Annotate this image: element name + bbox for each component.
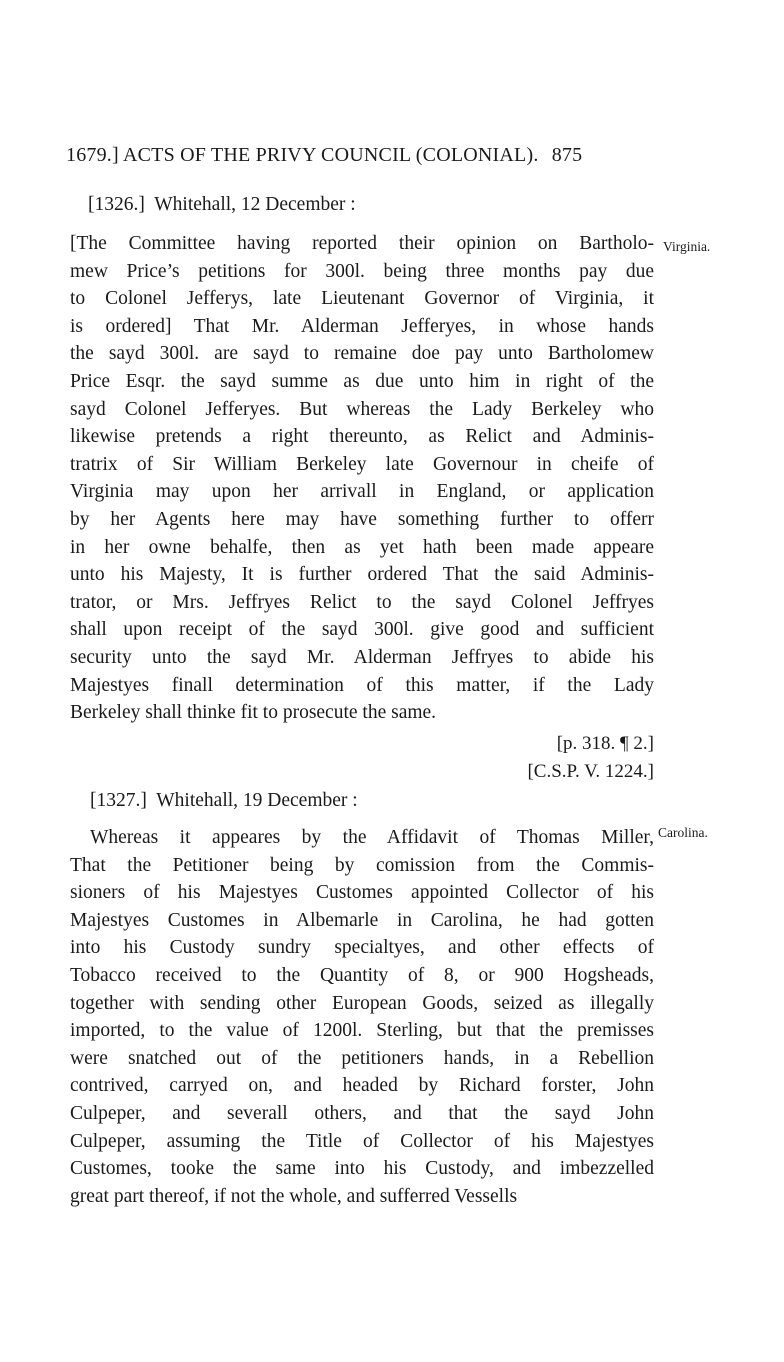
text-line: mew Price’s petitions for 300l. being three months pay due xyxy=(70,260,654,282)
text-line: Tobacco received to the Quantity of 8, or 900 Hogsheads, xyxy=(70,964,654,986)
text-line: sayd Colonel Jefferyes. But whereas the Lady Berkeley who xyxy=(70,398,654,420)
text-line: likewise pretends a right thereunto, as Relict and Adminis- xyxy=(70,426,654,448)
text-line: imported, to the value of 1200l. Sterling, but that the premisses xyxy=(70,1020,654,1042)
text-line: Price Esqr. the sayd summe as due unto him in right of the xyxy=(70,370,654,392)
text-line: tratrix of Sir William Berkeley late Governour in cheife of xyxy=(70,453,654,475)
text-line: Virginia may upon her arrivall in England, or application xyxy=(70,481,654,503)
header-year: 1679.] xyxy=(66,144,119,166)
text-line: were snatched out of the petitioners hands, in a Rebellion xyxy=(70,1047,654,1069)
text-line: great part thereof, if not the whole, and sufferred Vessells xyxy=(70,1185,518,1207)
page-number: 875 xyxy=(551,144,583,166)
text-line: shall upon receipt of the sayd 300l. give good and sufficient xyxy=(70,619,654,641)
text-line: the sayd 300l. are sayd to remaine doe pay unto Bartholomew xyxy=(70,343,654,365)
entry-heading xyxy=(88,194,356,216)
entry-paragraph xyxy=(70,230,654,727)
entry-place-date: Whitehall, 19 December : xyxy=(156,790,358,811)
entry-paragraph xyxy=(70,824,654,1210)
entry-place-date: Whitehall, 12 December : xyxy=(154,194,356,215)
text-line: Culpeper, assuming the Title of Collector of his Majestyes xyxy=(70,1130,654,1152)
text-line: security unto the sayd Mr. Alderman Jeffryes to abide his xyxy=(70,646,654,668)
text-line: contrived, carryed on, and headed by Richard forster, John xyxy=(70,1075,654,1097)
text-line: Whereas it appeares by the Affidavit of Thomas Miller, xyxy=(90,827,654,848)
text-line: is ordered] That Mr. Alderman Jefferyes, in whose hands xyxy=(70,315,654,337)
text-line: That the Petitioner being by comission from the Commis- xyxy=(70,854,654,876)
margin-note-virginia: Virginia. xyxy=(663,239,711,254)
running-header xyxy=(66,144,666,167)
citation-page: [p. 318. ¶ 2.] xyxy=(556,733,654,754)
text-line: sioners of his Majestyes Customes appointed Collector of his xyxy=(70,882,654,904)
margin-note-carolina: Carolina. xyxy=(658,825,708,840)
text-line: Customes, tooke the same into his Custody, and imbezzelled xyxy=(70,1158,654,1180)
text-line: trator, or Mrs. Jeffryes Relict to the sayd Colonel Jeffryes xyxy=(70,591,654,613)
text-line: by her Agents here may have something further to offerr xyxy=(70,508,654,530)
text-line: in her owne behalfe, then as yet hath been made appeare xyxy=(70,536,654,558)
text-line: to Colonel Jefferys, late Lieutenant Governor of Virginia, it xyxy=(70,288,654,310)
text-line: [The Committee having reported their opinion on Bartholo- xyxy=(70,233,654,254)
entry-number: [1327.] xyxy=(90,790,147,811)
text-line: Culpeper, and severall others, and that the sayd John xyxy=(70,1102,654,1124)
text-line: Majestyes Customes in Albemarle in Carolina, he had gotten xyxy=(70,909,654,931)
entry-number: [1326.] xyxy=(88,194,145,215)
text-line: Berkeley shall thinke fit to prosecute the same. xyxy=(70,702,437,724)
text-line: unto his Majesty, It is further ordered That the said Adminis- xyxy=(70,564,654,586)
text-line: together with sending other European Goods, seized as illegally xyxy=(70,992,654,1014)
text-line: into his Custody sundry specialtyes, and other effects of xyxy=(70,937,654,959)
citation-csp: [C.S.P. V. 1224.] xyxy=(527,761,654,782)
text-line: Majestyes finall determination of this matter, if the Lady xyxy=(70,674,654,696)
header-title: ACTS OF THE PRIVY COUNCIL (COLONIAL). xyxy=(122,144,539,166)
entry-heading xyxy=(90,790,358,812)
